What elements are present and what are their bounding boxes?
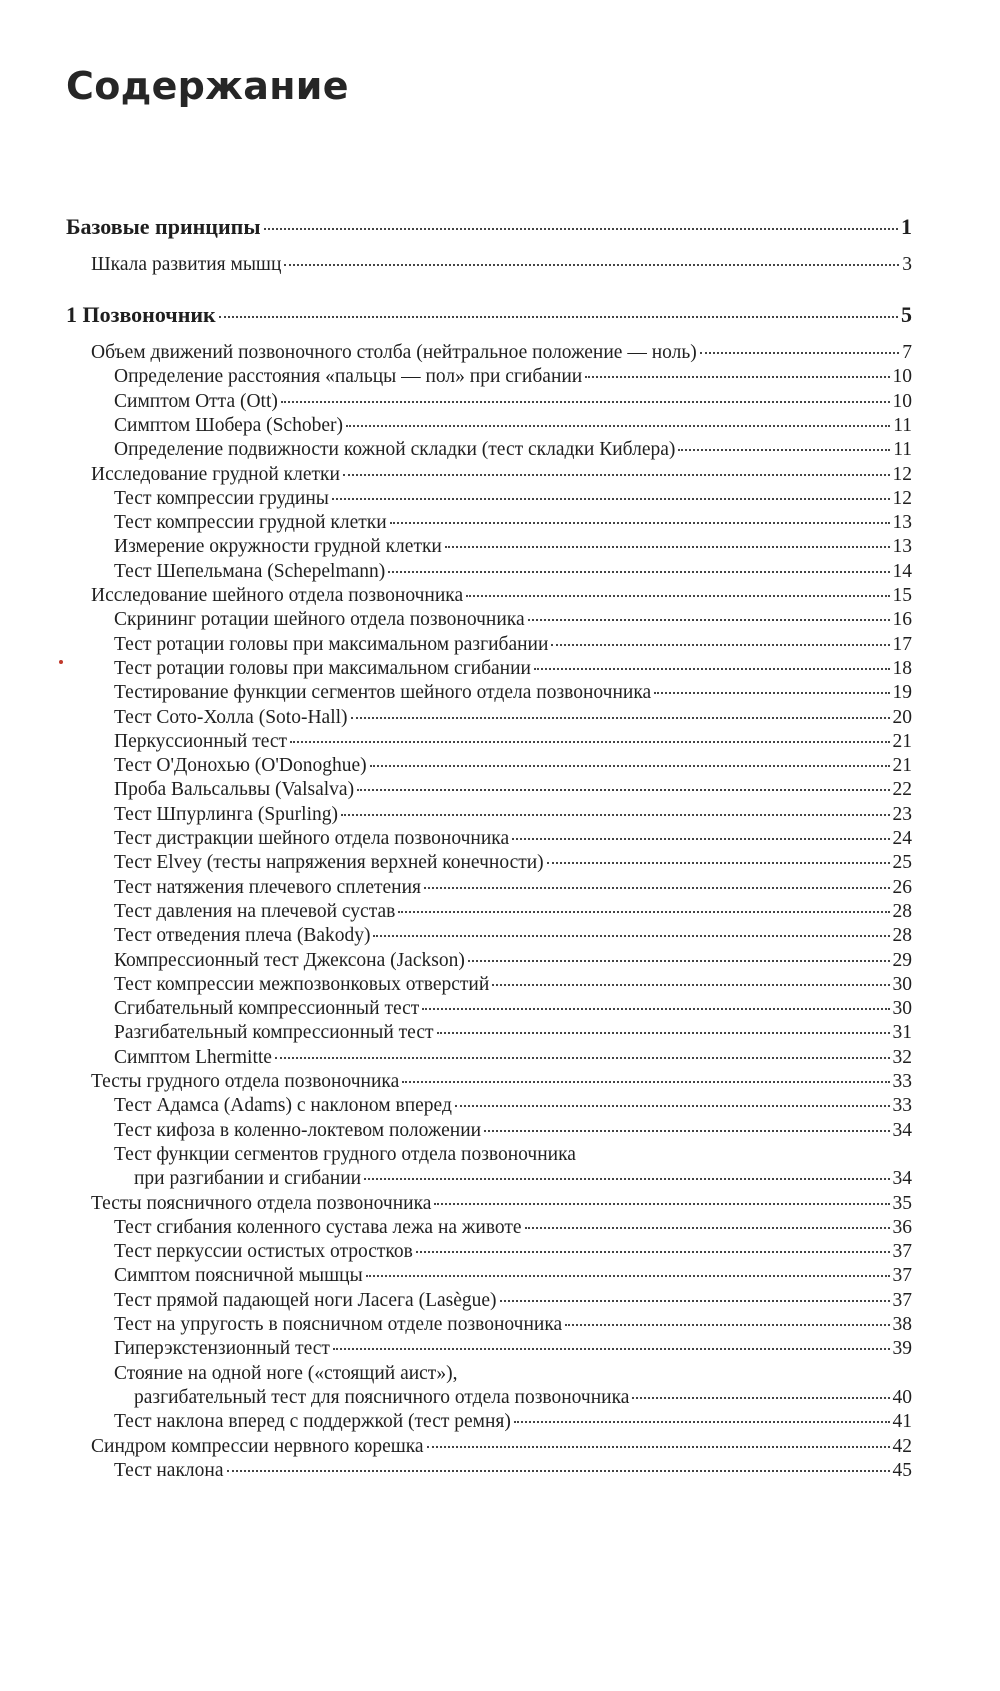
toc-entry-label: Тест ротации головы при максимальном сгибании <box>114 657 531 679</box>
toc-section <box>91 1435 912 1459</box>
toc-entry-label: Тест наклона вперед с поддержкой (тест ремня) <box>114 1411 511 1433</box>
toc-page-number: 10 <box>892 366 912 388</box>
dot-leader <box>416 1251 890 1253</box>
toc-page-number: 45 <box>892 1459 912 1481</box>
toc-subsection <box>114 1362 912 1410</box>
toc-page-number: 30 <box>892 998 912 1020</box>
toc-entry-label: Определение расстояния «пальцы — пол» при сгибании <box>114 366 583 388</box>
toc-page-number: 26 <box>892 876 912 898</box>
dot-leader <box>565 1324 889 1326</box>
toc-page-number: 5 <box>901 302 912 327</box>
dot-leader <box>373 935 889 937</box>
toc-entry-label: Симптом поясничной мышцы <box>114 1265 363 1287</box>
toc-page-number: 37 <box>892 1241 912 1263</box>
toc-entry-label: Симптом Шобера (Schober) <box>114 414 343 436</box>
dot-leader <box>333 1348 890 1350</box>
dot-leader <box>264 228 899 230</box>
toc-subsection <box>114 778 912 802</box>
toc-entry-label: Тест компрессии грудины <box>114 487 329 509</box>
dot-leader <box>528 619 890 621</box>
toc-entry-label: Скрининг ротации шейного отдела позвоночника <box>114 609 525 631</box>
toc-subsection <box>114 851 912 875</box>
toc-page-number: 33 <box>892 1095 912 1117</box>
toc-page-number: 13 <box>892 536 912 558</box>
toc-page-number: 34 <box>892 1167 912 1189</box>
dot-leader <box>551 644 889 646</box>
toc-subsection <box>114 730 912 754</box>
toc-page-number: 40 <box>892 1386 912 1408</box>
toc-entry-label: Тесты грудного отдела позвоночника <box>91 1071 400 1092</box>
toc-page-number: 17 <box>892 633 912 655</box>
dot-leader <box>424 887 889 889</box>
toc-entry-label: Синдром компрессии нервного корешка <box>91 1435 424 1457</box>
toc-page-number: 37 <box>892 1265 912 1287</box>
dot-leader <box>351 717 890 719</box>
toc-page-number: 34 <box>892 1119 912 1141</box>
toc-page-number: 24 <box>892 828 912 849</box>
dot-leader <box>364 1178 889 1180</box>
toc-page-number: 16 <box>892 609 912 631</box>
toc-page-number: 29 <box>892 949 912 971</box>
toc-entry-label: Проба Вальсальвы (Valsalva) <box>114 779 355 801</box>
dot-leader <box>512 838 889 840</box>
page-title: Содержание <box>66 64 349 108</box>
toc-entry-label: Тест прямой падающей ноги Ласега (Lasègue) <box>114 1289 497 1311</box>
toc-page-number: 21 <box>892 755 912 777</box>
toc-page-number: 10 <box>892 390 912 412</box>
dot-leader <box>466 595 889 597</box>
toc-entry-label: Сгибательный компрессионный тест <box>114 998 420 1020</box>
toc-page-number: 37 <box>892 1289 912 1311</box>
toc-entry-label: Тест натяжения плечевого сплетения <box>114 876 422 898</box>
toc-page-number: 28 <box>892 925 912 947</box>
toc-entry-label: Разгибательный компрессионный тест <box>114 1022 434 1044</box>
toc-subsection <box>114 1094 912 1118</box>
toc-subsection <box>114 924 912 948</box>
toc-page-number: 31 <box>892 1022 912 1044</box>
toc-page-number: 42 <box>892 1435 912 1457</box>
toc-entry-label: Тест компрессии грудной клетки <box>114 512 387 534</box>
toc-page-number: 14 <box>892 560 912 582</box>
dot-leader <box>341 814 889 816</box>
toc-subsection <box>114 754 912 778</box>
toc-entry-label: Стояние на одной ноге («стоящий аист»), <box>114 1362 458 1384</box>
dot-leader <box>346 425 890 427</box>
toc-entry-label: Тест перкуссии остистых отростков <box>114 1241 413 1263</box>
toc-section <box>91 463 912 487</box>
toc-subsection <box>114 1337 912 1361</box>
dot-leader <box>468 960 890 962</box>
toc-page-number: 32 <box>892 1046 912 1068</box>
toc-entry-label: Гиперэкстензионный тест <box>114 1338 330 1360</box>
dot-leader <box>437 1032 890 1034</box>
toc-subsection <box>114 900 912 924</box>
toc-chapter <box>66 215 912 239</box>
toc-subsection <box>114 1264 912 1288</box>
toc-page-number: 19 <box>892 682 912 704</box>
dot-leader <box>370 765 890 767</box>
toc-subsection <box>114 487 912 511</box>
toc-subsection <box>114 608 912 632</box>
dot-leader <box>700 352 899 354</box>
toc-subsection <box>114 438 912 462</box>
toc-page-number: 13 <box>892 512 912 534</box>
toc-page-number: 21 <box>892 730 912 752</box>
toc-entry-label: Тест Шпурлинга (Spurling) <box>114 803 339 825</box>
toc-subsection <box>114 876 912 900</box>
toc-subsection <box>114 535 912 559</box>
toc-subsection <box>114 414 912 438</box>
dot-leader <box>455 1105 890 1107</box>
dot-leader <box>427 1446 890 1448</box>
toc-chapter <box>66 303 912 327</box>
toc-entry-label-continued: разгибательный тест для поясничного отдела позвоночника <box>134 1386 630 1408</box>
toc-page-number: 22 <box>892 779 912 801</box>
toc-subsection <box>114 1313 912 1337</box>
dot-leader <box>492 984 889 986</box>
dot-leader <box>585 376 889 378</box>
toc-section <box>91 1070 912 1094</box>
toc-subsection <box>114 1289 912 1313</box>
toc-entry-label: Тест дистракции шейного отдела позвоночника <box>114 828 510 849</box>
toc-subsection <box>114 1459 912 1483</box>
toc-page-number: 33 <box>892 1071 912 1092</box>
toc-subsection <box>114 949 912 973</box>
dot-leader <box>290 741 889 743</box>
toc-page-number: 18 <box>892 657 912 679</box>
dot-leader <box>284 264 899 266</box>
toc-subsection <box>114 681 912 705</box>
toc-page-number: 39 <box>892 1338 912 1360</box>
dot-leader <box>500 1300 890 1302</box>
toc-entry-label: Тест функции сегментов грудного отдела позвоночника <box>114 1143 576 1165</box>
toc-entry-label: Тесты поясничного отдела позвоночника <box>91 1192 432 1214</box>
toc-page-number: 23 <box>892 803 912 825</box>
toc-entry-label: Тест кифоза в коленно-локтевом положении <box>114 1119 482 1141</box>
toc-subsection <box>114 1021 912 1045</box>
dot-leader <box>332 498 890 500</box>
dot-leader <box>388 571 889 573</box>
toc-entry-label: Тест О'Донохью (O'Donoghue) <box>114 755 367 777</box>
toc-entry-label: Симптом Отта (Ott) <box>114 390 278 412</box>
toc-page-number: 3 <box>902 254 912 275</box>
toc-subsection <box>114 511 912 535</box>
toc-entry-label: Тест Адамса (Adams) с наклоном вперед <box>114 1095 452 1117</box>
toc-entry-label: Измерение окружности грудной клетки <box>114 536 442 558</box>
toc-subsection <box>114 827 912 851</box>
toc-page-number: 25 <box>892 852 912 874</box>
toc-page-number: 1 <box>901 214 912 239</box>
toc-entry-label: Тест Шепельмана (Schepelmann) <box>114 560 386 582</box>
toc-page-number: 12 <box>892 487 912 509</box>
toc-entry-label: Тест ротации головы при максимальном разгибании <box>114 633 549 655</box>
toc-entry-label: Тест наклона <box>114 1459 224 1481</box>
toc-entry-label: Тестирование функции сегментов шейного отдела позвоночника <box>114 682 652 704</box>
toc-entry-label: Тест Elvey (тесты напряжения верхней конечности) <box>114 852 544 874</box>
toc-entry-label: Тест Сото-Холла (Soto-Hall) <box>114 706 348 728</box>
dot-leader <box>654 692 889 694</box>
toc-entry-label: Тест на упругость в поясничном отделе позвоночника <box>114 1314 563 1335</box>
dot-leader <box>402 1081 889 1083</box>
toc-page-number: 15 <box>892 585 912 606</box>
toc-page-number: 30 <box>892 973 912 995</box>
toc-entry-label: Определение подвижности кожной складки (тест складки Киблера) <box>114 439 676 461</box>
toc-page-number: 38 <box>892 1314 912 1335</box>
toc-subsection <box>114 803 912 827</box>
toc-subsection <box>114 706 912 730</box>
toc-entry-label: Тест давления на плечевой сустав <box>114 900 396 922</box>
dot-leader <box>357 789 889 791</box>
dot-leader <box>445 546 890 548</box>
dot-leader <box>514 1421 890 1423</box>
toc-subsection <box>114 657 912 681</box>
toc-page-number: 28 <box>892 900 912 922</box>
dot-leader <box>434 1203 889 1205</box>
dot-leader <box>390 522 890 524</box>
toc-page-number: 11 <box>893 439 912 461</box>
toc-entry-label: Перкуссионный тест <box>114 730 288 752</box>
toc-entry-label: Тест отведения плеча (Bakody) <box>114 925 371 947</box>
toc-entry-label: Исследование шейного отдела позвоночника <box>91 585 464 606</box>
toc-page-number: 11 <box>893 414 912 436</box>
toc-entry-label: Исследование грудной клетки <box>91 463 340 485</box>
toc-page-number: 12 <box>892 463 912 485</box>
toc-subsection <box>114 390 912 414</box>
toc-subsection <box>114 1410 912 1434</box>
toc-section <box>91 1192 912 1216</box>
dot-leader <box>281 401 890 403</box>
toc-entry-label: Шкала развития мышц <box>91 254 282 275</box>
toc-entry-label: Симптом Lhermitte <box>114 1046 272 1068</box>
toc-page-number: 41 <box>892 1411 912 1433</box>
toc-page-number: 35 <box>892 1192 912 1214</box>
toc-subsection <box>114 1119 912 1143</box>
dot-leader <box>525 1227 890 1229</box>
toc-subsection <box>114 560 912 584</box>
toc-subsection <box>114 1240 912 1264</box>
toc-entry-label: Тест компрессии межпозвонковых отверстий <box>114 973 490 995</box>
toc-page-number: 7 <box>902 342 912 363</box>
toc-page-number: 20 <box>892 706 912 728</box>
toc-entry-label: Базовые принципы <box>66 214 261 239</box>
toc-entry-label: 1 Позвоночник <box>66 302 216 327</box>
toc-subsection <box>114 997 912 1021</box>
toc-subsection <box>114 633 912 657</box>
toc-entry-label: Компрессионный тест Джексона (Jackson) <box>114 949 465 971</box>
toc-subsection <box>114 365 912 389</box>
dot-leader <box>534 668 890 670</box>
toc-section <box>91 253 912 277</box>
dot-leader <box>422 1008 889 1010</box>
toc-subsection <box>114 1216 912 1240</box>
dot-leader <box>547 862 890 864</box>
toc-subsection <box>114 1046 912 1070</box>
dot-leader <box>343 474 890 476</box>
toc-entry-label-continued: при разгибании и сгибании <box>134 1167 362 1189</box>
toc-subsection <box>114 973 912 997</box>
dot-leader <box>227 1470 890 1472</box>
dot-leader <box>219 316 898 318</box>
dot-leader <box>398 911 889 913</box>
toc-entry-label: Объем движений позвоночного столба (нейтральное положение — ноль) <box>91 342 697 363</box>
dot-leader <box>275 1057 890 1059</box>
dot-leader <box>632 1397 889 1399</box>
dot-leader <box>484 1130 889 1132</box>
toc-entry-label: Тест сгибания коленного сустава лежа на животе <box>114 1216 522 1238</box>
dot-leader <box>678 449 890 451</box>
toc-section <box>91 584 912 608</box>
ink-speck <box>59 660 63 664</box>
toc-section <box>91 341 912 365</box>
dot-leader <box>366 1275 890 1277</box>
toc-subsection <box>114 1143 912 1191</box>
toc-page-number: 36 <box>892 1216 912 1238</box>
